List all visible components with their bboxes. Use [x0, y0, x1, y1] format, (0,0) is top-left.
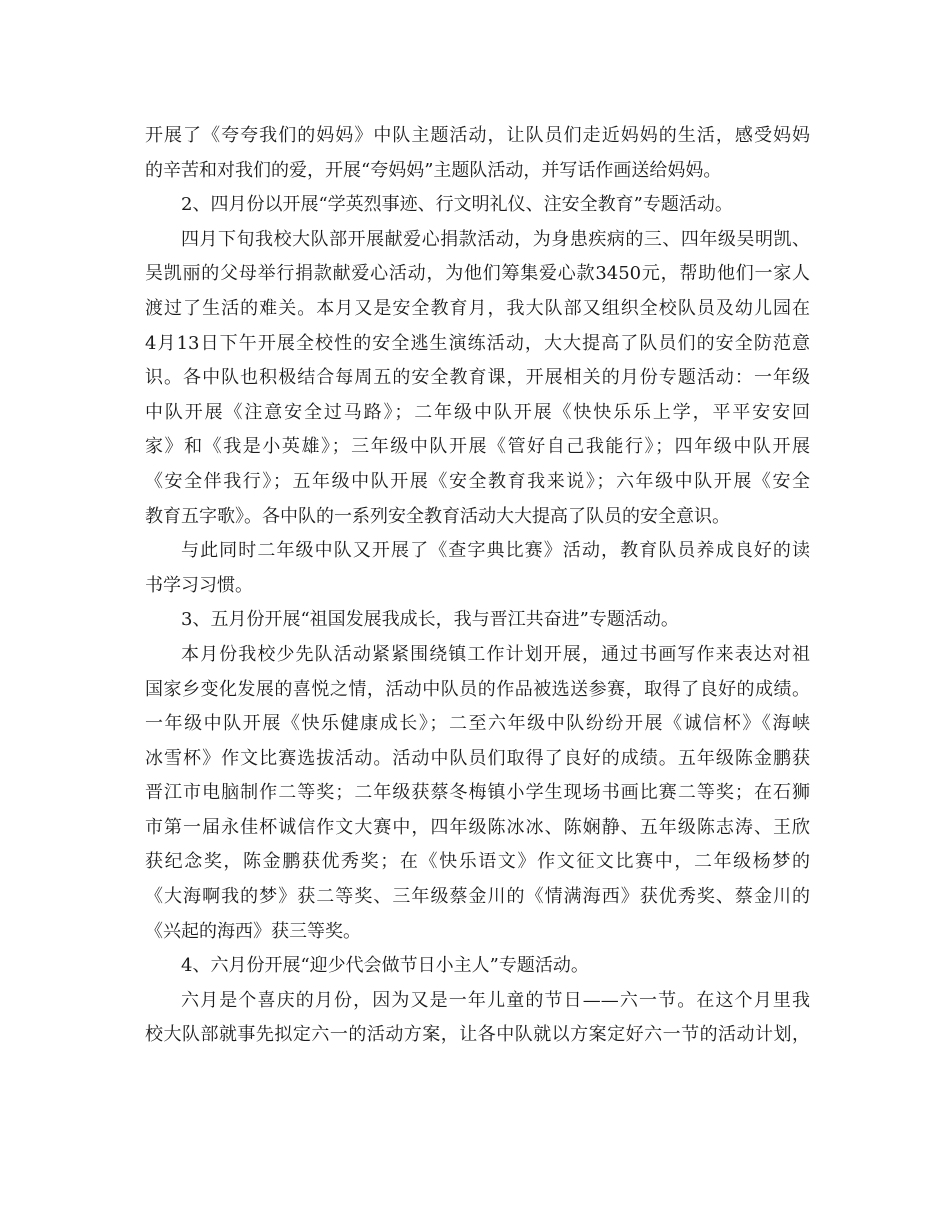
- text-line: 教育五字歌》。各中队的一系列安全教育活动大大提高了队员的安全意识。: [145, 505, 730, 527]
- text-line: 《安全伴我行》；五年级中队开展《安全教育我来说》；六年级中队开展《安全: [145, 470, 810, 492]
- text-line: 渡过了生活的难关。本月又是安全教育月，我大队部又组织全校队员及幼儿园在: [145, 297, 810, 319]
- text-line: 本月份我校少先队活动紧紧围绕镇工作计划开展，通过书画写作来表达对祖: [181, 643, 810, 665]
- text-line: 晋江市电脑制作二等奖；二年级获蔡冬梅镇小学生现场书画比赛二等奖；在石狮: [145, 782, 810, 804]
- text-line: 4月13日下午开展全校性的安全逃生演练活动，大大提高了队员们的安全防范意: [145, 332, 810, 354]
- text-line: 冰雪杯》作文比赛选拔活动。活动中队员们取得了良好的成绩。五年级陈金鹏获: [145, 747, 810, 769]
- text-line: 《大海啊我的梦》获二等奖、三年级蔡金川的《情满海西》获优秀奖、蔡金川的: [145, 886, 810, 908]
- document-body: [145, 119, 810, 1053]
- text-line: 获纪念奖，陈金鹏获优秀奖；在《快乐语文》作文征文比赛中，二年级杨梦的: [145, 851, 810, 873]
- text-line: 吴凯丽的父母举行捐款献爱心活动，为他们筹集爱心款3450元，帮助他们一家人: [145, 263, 810, 285]
- text-line: 一年级中队开展《快乐健康成长》；二至六年级中队纷纷开展《诚信杯》《海峡: [145, 713, 810, 735]
- text-line: 开展了《夸夸我们的妈妈》中队主题活动，让队员们走近妈妈的生活，感受妈妈: [145, 125, 810, 146]
- text-line: 市第一届永佳杯诚信作文大赛中，四年级陈冰冰、陈娴静、五年级陈志涛、王欣: [145, 816, 810, 838]
- text-line: 国家乡变化发展的喜悦之情，活动中队员的作品被选送参赛，取得了良好的成绩。: [145, 678, 810, 700]
- text-line: 2、四月份以开展“学英烈事迹、行文明礼仪、注安全教育”专题活动。: [181, 194, 733, 216]
- text-line: 与此同时二年级中队又开展了《查字典比赛》活动，教育队员养成良好的读: [181, 540, 810, 562]
- text-line: 校大队部就事先拟定六一的活动方案，让各中队就以方案定好六一节的活动计划，: [145, 1024, 810, 1046]
- text-line: 识。各中队也积极结合每周五的安全教育课，开展相关的月份专题活动：一年级: [145, 367, 810, 389]
- text-line: 书学习习惯。: [145, 574, 253, 596]
- text-line: 家》和《我是小英雄》；三年级中队开展《管好自己我能行》；四年级中队开展: [145, 436, 810, 458]
- text-line: 中队开展《注意安全过马路》；二年级中队开展《快快乐乐上学，平平安安回: [145, 401, 810, 423]
- text-line: 六月是个喜庆的月份，因为又是一年儿童的节日——六一节。在这个月里我: [181, 989, 810, 1011]
- text-line: 四月下旬我校大队部开展献爱心捐款活动，为身患疾病的三、四年级吴明凯、: [181, 228, 810, 250]
- text-line: 《兴起的海西》获三等奖。: [145, 920, 361, 942]
- text-line: 3、五月份开展“祖国发展我成长，我与晋江共奋进”专题活动。: [181, 609, 679, 631]
- text-line: 4、六月份开展“迎少代会做节日小主人”专题活动。: [181, 955, 589, 977]
- text-line: 的辛苦和对我们的爱，开展“夸妈妈”主题队活动，并写话作画送给妈妈。: [145, 159, 722, 181]
